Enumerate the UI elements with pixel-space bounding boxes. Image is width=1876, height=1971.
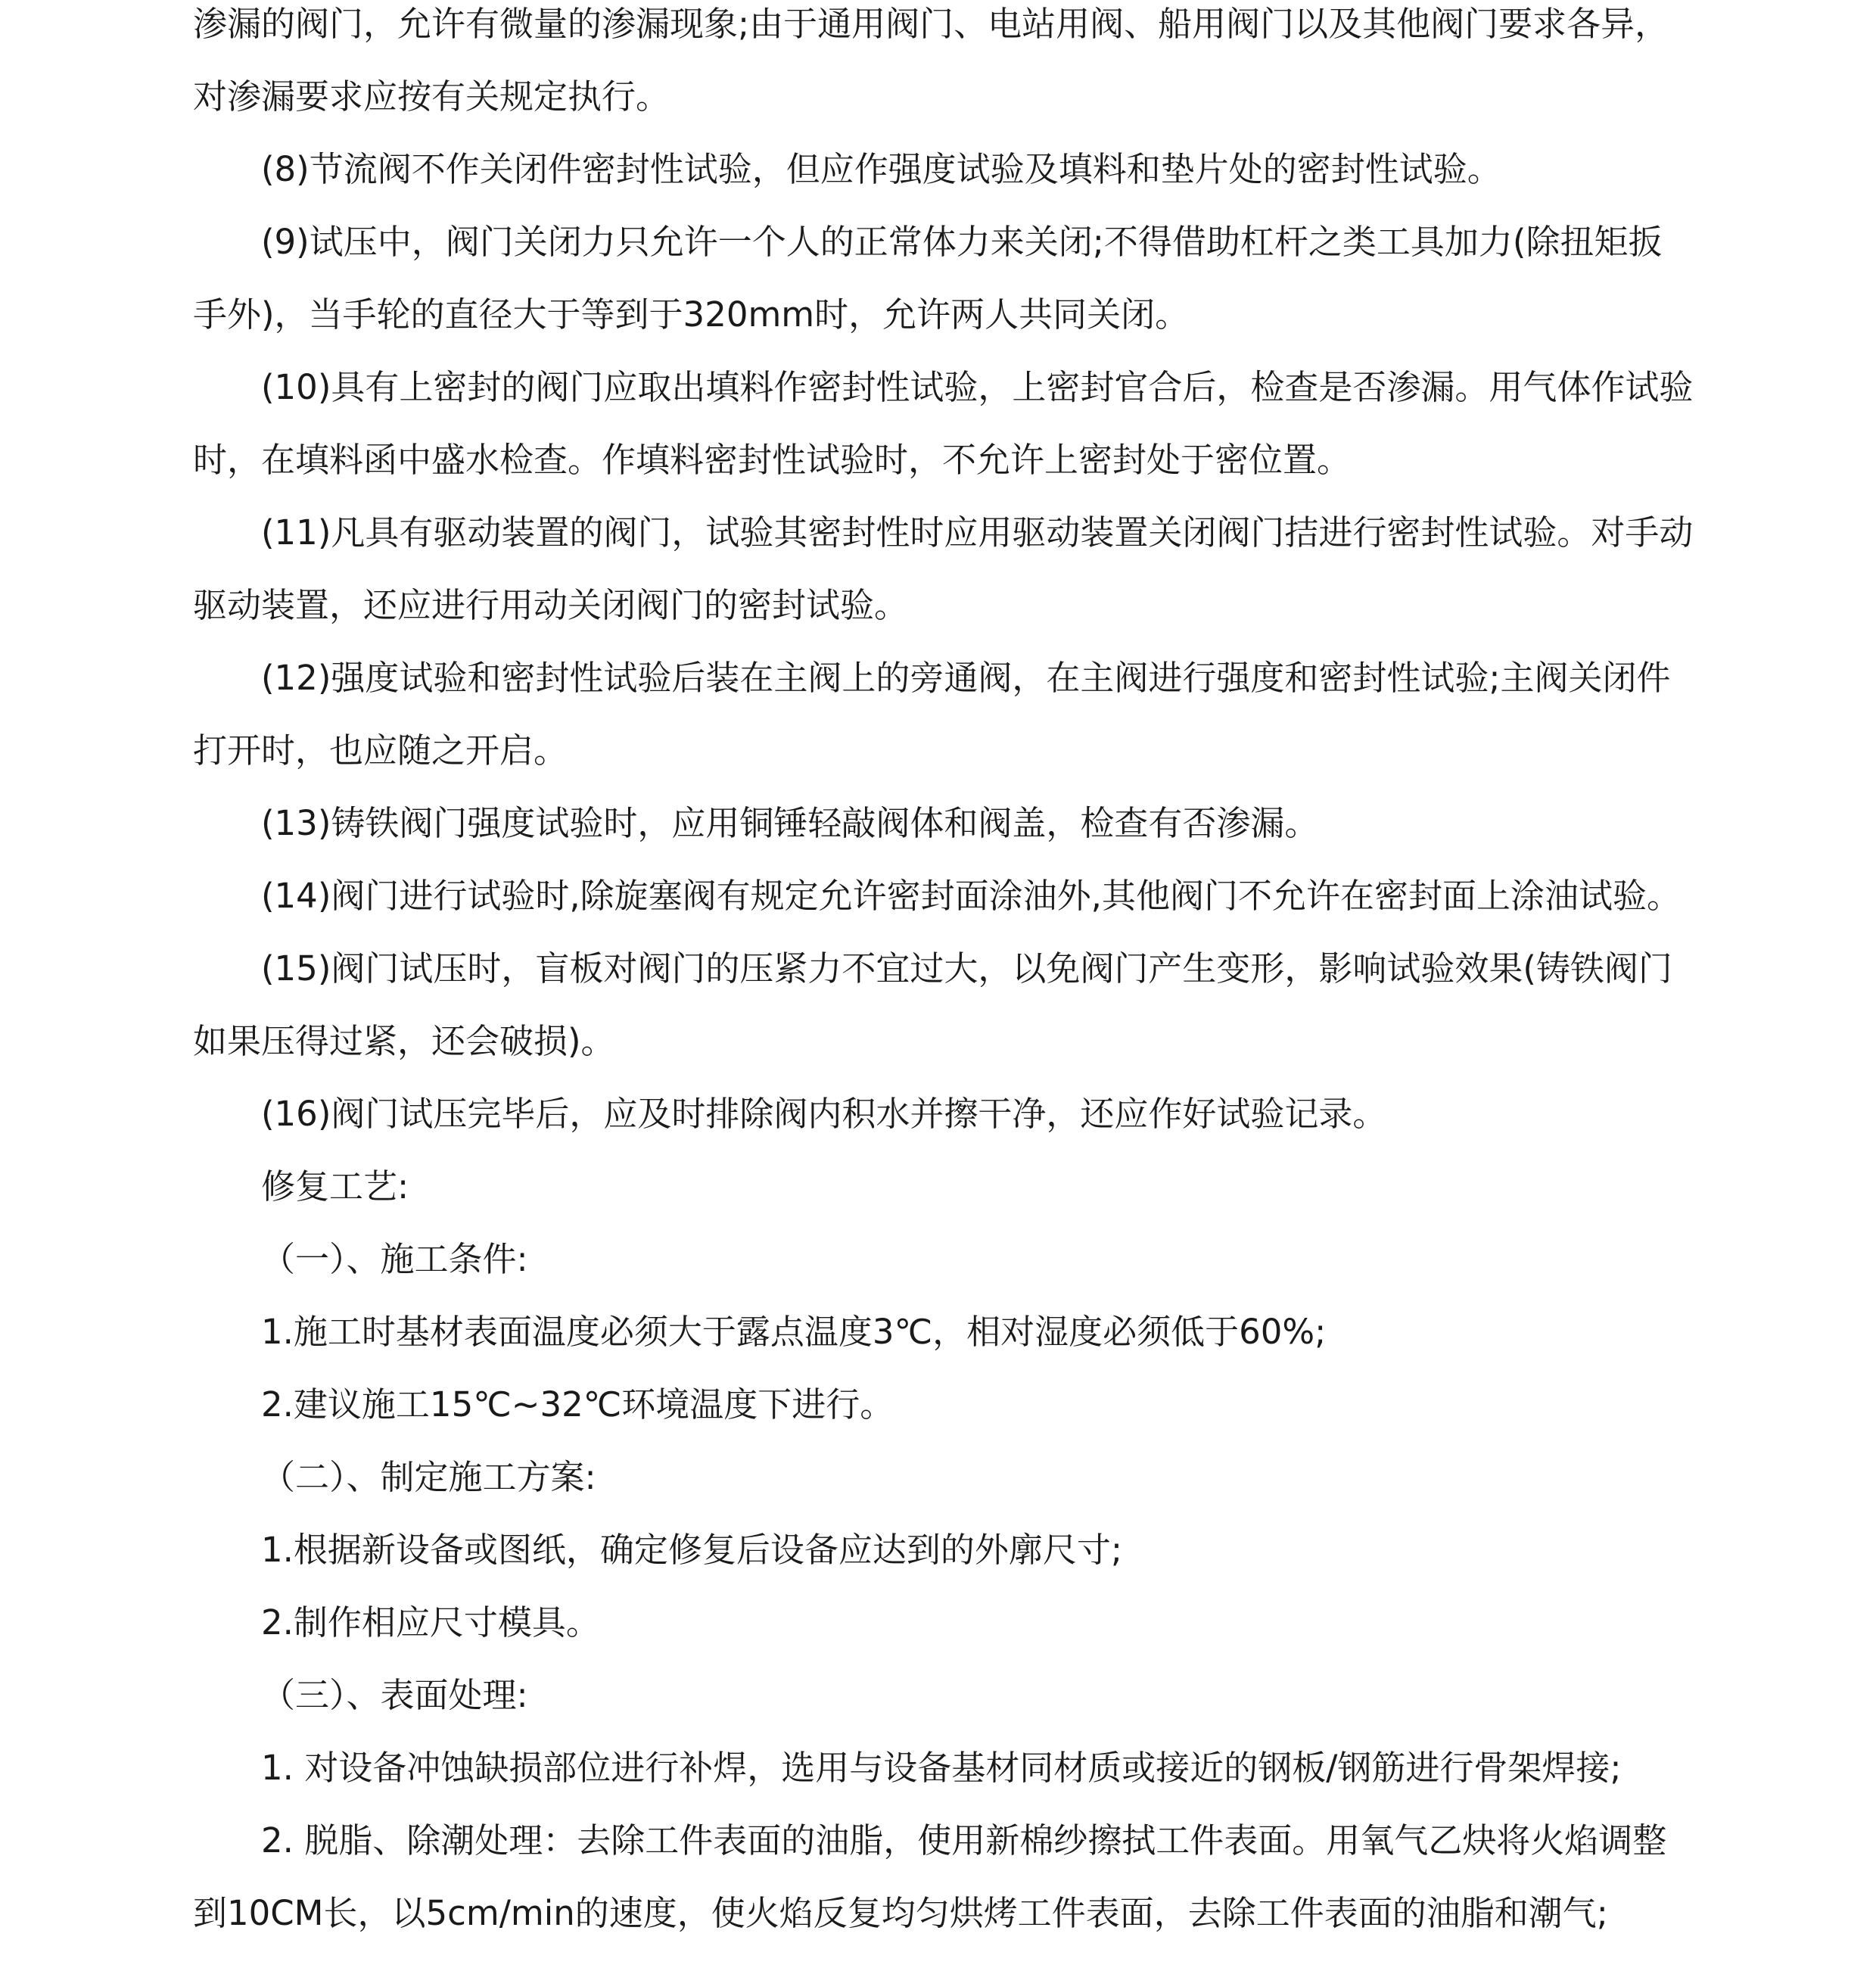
text-line: 2. 脱脂、除潮处理：去除工件表面的油脂，使用新棉纱擦拭工件表面。用氧气乙炔将火焰调整 [261,1820,1667,1860]
text-line: 打开时，也应随之开启。 [193,730,568,771]
text-line: (15)阀门试压时，盲板对阀门的压紧力不宜过大，以免阀门产生变形，影响试验效果(铸铁阀门 [261,948,1672,989]
text-line: 到10CM长，以5cm/min的速度，使火焰反复均匀烘烤工件表面，去除工件表面的油脂和潮气; [193,1893,1608,1933]
text-line: 1.根据新设备或图纸，确定修复后设备应达到的外廓尺寸; [261,1530,1123,1570]
text-line: (14)阀门进行试验时,除旋塞阀有规定允许密封面涂油外,其他阀门不允许在密封面上涂油试验。 [261,876,1681,916]
section-heading: 修复工艺: [261,1166,409,1207]
subsection-heading: （三）、表面处理: [261,1675,528,1715]
text-line: 对渗漏要求应按有关规定执行。 [193,76,670,117]
subsection-heading: （一）、施工条件: [261,1239,528,1279]
text-line: 时，在填料函中盛水检查。作填料密封性试验时，不允许上密封处于密位置。 [193,440,1352,480]
text-line: 如果压得过紧，还会破损)。 [193,1021,615,1061]
text-line: 手外)，当手轮的直径大于等到于320mm时，允许两人共同关闭。 [193,294,1190,335]
text-line: (8)节流阀不作关闭件密封性试验，但应作强度试验及填料和垫片处的密封性试验。 [261,149,1501,189]
text-line: (11)凡具有驱动装置的阀门，试验其密封性时应用驱动装置关闭阀门拮进行密封性试验。对手动 [261,512,1694,553]
text-line: (13)铸铁阀门强度试验时，应用铜锤轻敲阀体和阀盖，检查有否渗漏。 [261,803,1319,843]
text-line: (12)强度试验和密封性试验后装在主阀上的旁通阀，在主阀进行强度和密封性试验;主阀关闭件 [261,658,1671,698]
text-line: 渗漏的阀门，允许有微量的渗漏现象;由于通用阀门、电站用阀、船用阀门以及其他阀门要求各异， [193,4,1669,44]
text-line: 2.制作相应尺寸模具。 [261,1602,600,1642]
text-line: (16)阀门试压完毕后，应及时排除阀内积水并擦干净，还应作好试验记录。 [261,1094,1387,1134]
subsection-heading: （二）、制定施工方案: [261,1457,596,1497]
text-line: 1.施工时基材表面温度必须大于露点温度3℃，相对湿度必须低于60%; [261,1312,1327,1352]
text-line: 2.建议施工15℃~32℃环境温度下进行。 [261,1384,894,1425]
text-line: 驱动装置，还应进行用动关闭阀门的密封试验。 [193,585,909,625]
text-line: 1. 对设备冲蚀缺损部位进行补焊，选用与设备基材同材质或接近的钢板/钢筋进行骨架焊接; [261,1748,1622,1788]
text-line: (10)具有上密封的阀门应取出填料作密封性试验，上密封官合后，检查是否渗漏。用气体作试验 [261,367,1694,407]
text-line: (9)试压中，阀门关闭力只允许一个人的正常体力来关闭;不得借助杠杆之类工具加力(除扭矩扳 [261,222,1663,262]
